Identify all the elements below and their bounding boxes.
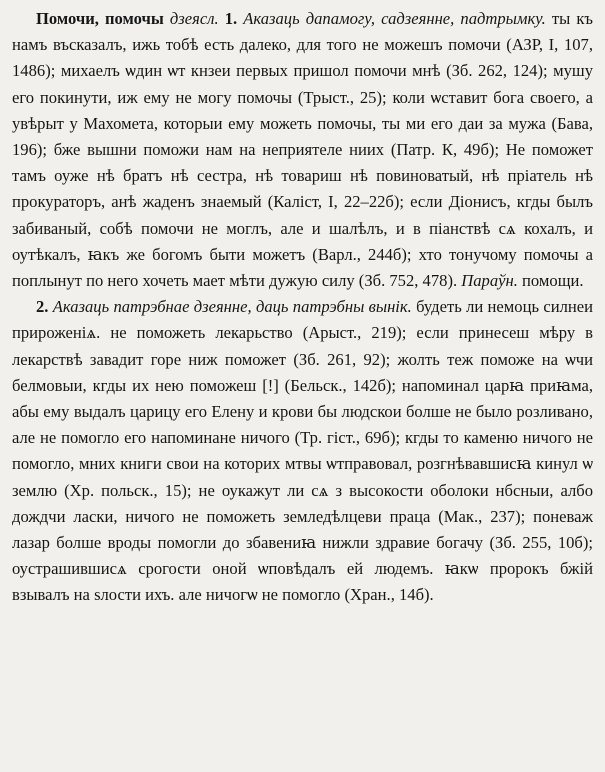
sense-1-definition: Аказаць дапамогу, садзеянне, падтрымку. [243, 9, 546, 28]
compare-note: Параўн. [461, 271, 518, 291]
sense-2-quotations: будеть ли немоць силнеи прироженіѧ. не поможеть лекарьство (Арыст., 219); если принесеш мѣру в лекарствѣ завадит горе ниж поможет (Зб. 261, 92); жолть теж поможе на ѡчи белмовыи, кгды их нею поможеш [!] (Бельск., 142б); напоминал царꙗ приꙗма, абы ему выдалъ царицу его Елену и крови бы людскои болше не было розливано, але не помогло его напоминане ничого (Тр. гіст., 69б); кгды то каменю ничого не помогло, мних книги свои на которих мтвы ѡтправовал, розгнѣвавшисꙗ кинул ѡ землю (Хр. польск., 15); не оукажут ли сѧ з высокости оболоки нбсныи, албо дождчи ласки, ничого не поможеть земледѣлцеви праца (Мак., 237); поневаж лазар болше вроды помогли до збавениꙗ нижли здравие богачу (Зб. 255, 10б); оустрашившисѧ срогости оной ѡповѣдалъ ей людемъ. ꙗкѡ пророкъ бжій взывалъ на ѕлости ихъ. але ничогѡ не помогло (Хран., 14б). [12, 297, 593, 605]
part-of-speech: дзеясл. [169, 9, 219, 28]
sense-2-paragraph [12, 294, 593, 608]
sense-1-number: 1. [224, 9, 238, 28]
compare-note-rest: помощи. [517, 271, 584, 291]
sense-2-number: 2. [36, 297, 49, 317]
sense-2-definition: Аказаць патрэбнае дзеянне, даць патрэбны вынік. [52, 297, 412, 317]
headword: Помочи, помочы [36, 9, 164, 28]
sense-1-quotations: ты къ намъ въсказалъ, ижь тобѣ есть далеко, для того не можешъ помочи (АЗР, I, 107, 1486); михаелъ ѡдин ѡт кнзеи первых пришол помочи мнѣ (Зб. 262, 124); мушу его покинути, иж ему не могу помочы (Трыст., 25); коли ѡставит бога своего, а увѣрыт у Махомета, которыи ему можеть помочы, ты ми его даи за мужа (Бава, 196); бже вышни поможи нам на неприятеле ниих (Патр. К, 49б); Не поможет тамъ оуже нѣ братъ нѣ сестра, нѣ товариш нѣ повиноватый, нѣ пріатель нѣ прокураторъ, анѣ жаденъ знаемый (Каліст, I, 22–22б); если Діонисъ, кгды былъ забиваный, собѣ помочи не моглъ, але и шалѣлъ, и в піанствѣ сѧ кохалъ, и оутѣкалъ, ꙗкъ же богомъ быти можетъ (Варл., 244б); хто тонучому помочы а поплынут по него хочеть мает мѣти дужую силу (Зб. 752, 478). [12, 9, 593, 291]
sense-1-paragraph [12, 6, 593, 294]
